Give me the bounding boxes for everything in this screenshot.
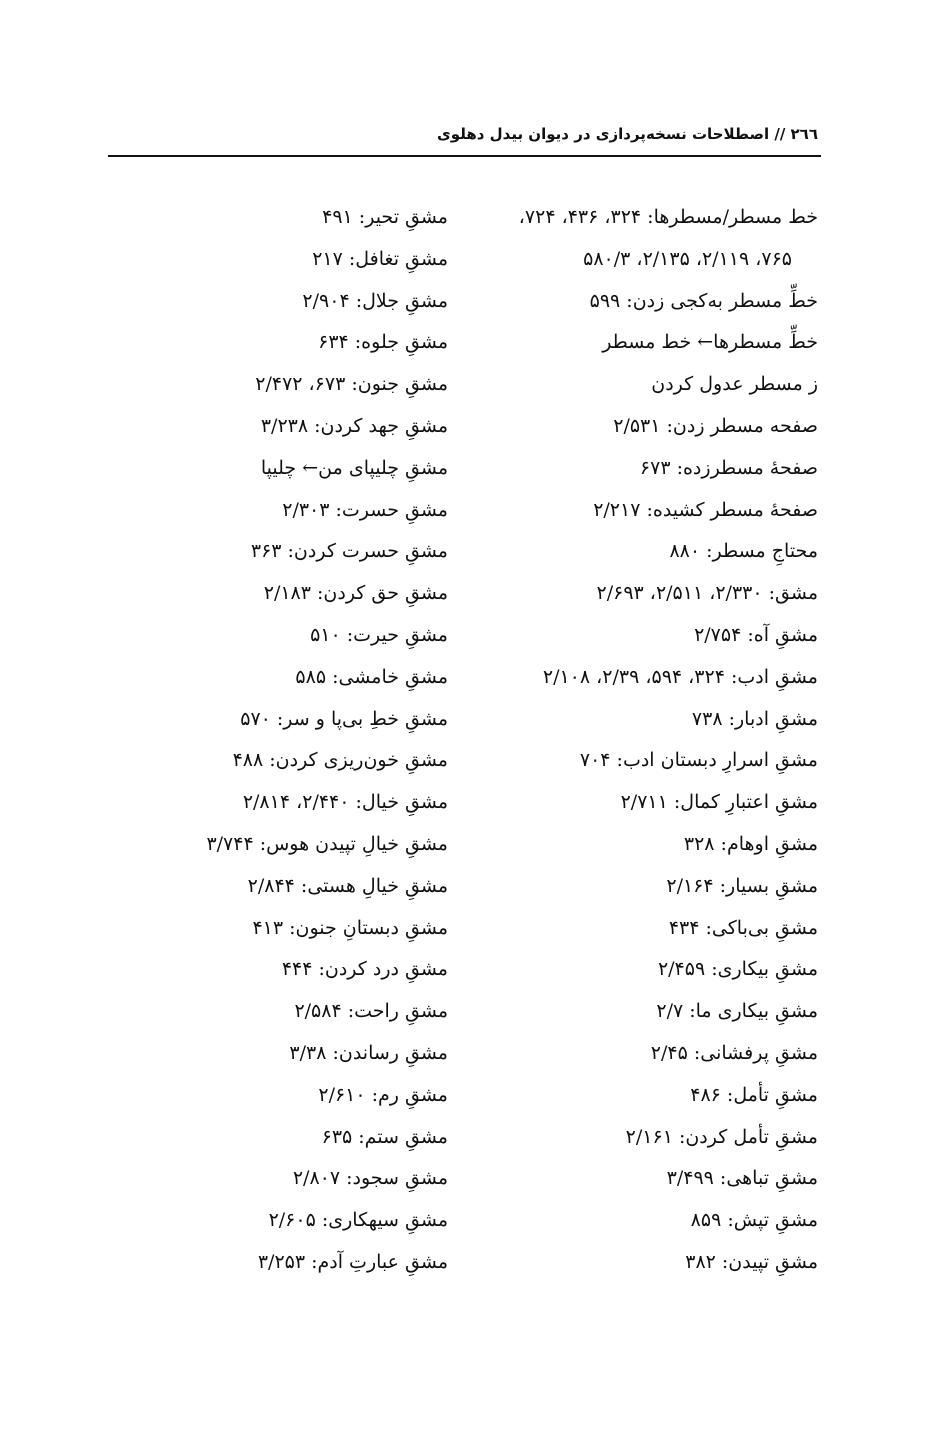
index-entry: مشقِ جلوه: ۶٣۴ — [318, 331, 448, 354]
index-entry: مشقِ چلیپای من← چلیپا — [260, 456, 448, 479]
index-entry: خط مسطر/مسطرها: ٣٢۴، ۴٣۶، ٧٢۴، — [518, 206, 818, 228]
index-entry: مشقِ عبارتِ آدم: ٣/٢۵٣ — [257, 1250, 448, 1273]
index-entry: مشقِ خامشی: ۵٨۵ — [295, 665, 448, 688]
index-entry: مشقِ جهد کردن: ٣/٢٣٨ — [260, 414, 448, 437]
index-entry: مشقِ ادب: ٣٢۴، ۵٩۴، ٢/٣٩، ٢/١٠٨ — [542, 665, 818, 688]
index-entry: مشقِ رساندن: ٣/٣٨ — [289, 1041, 448, 1064]
index-entry: ز مسطر عدول کردن — [651, 373, 818, 396]
index-entry: مشقِ خطِ بی‌پا و سر: ۵٧٠ — [240, 707, 448, 730]
index-entry: مشقِ ستم: ۶٣۵ — [321, 1125, 448, 1148]
index-entry: مشقِ درد کردن: ۴۴۴ — [281, 958, 448, 981]
index-entry: مشقِ تغافل: ٢١٧ — [312, 247, 448, 270]
index-entry: مشقِ دبستانِ جنون: ۴١٣ — [252, 916, 448, 939]
index-entry: مشقِ حیرت: ۵١٠ — [310, 623, 448, 646]
index-entry: محتاجِ مسطر: ٨٨٠ — [669, 540, 818, 563]
index-entry: مشقِ تپیدن: ٣٨٢ — [685, 1250, 818, 1273]
index-entry: صفحهٔ مسطرزده: ۶٧٣ — [639, 456, 818, 479]
index-entry: مشقِ بسیار: ٢/١۶۴ — [666, 874, 818, 897]
index-entry: مشقِ خیالِ هستی: ٢/٨۴۴ — [247, 874, 448, 897]
index-entry: خطِّ مسطرها← خط مسطر — [602, 331, 818, 354]
index-entry: مشقِ آه: ٢/٧۵۴ — [694, 623, 818, 646]
index-entry: مشقِ تأمل کردن: ٢/١۶١ — [625, 1125, 818, 1148]
header-rule — [108, 155, 821, 157]
index-column-left — [148, 197, 448, 1284]
index-entry: مشقِ ادبار: ٧٣٨ — [691, 707, 818, 730]
index-entry: مشقِ سیهکاری: ٢/۶٠۵ — [268, 1209, 448, 1232]
index-entry: مشقِ حسرت: ٢/٣٠٣ — [282, 498, 448, 521]
index-entry: مشقِ تپش: ٨۵٩ — [690, 1209, 818, 1232]
index-entry: مشقِ اسرارِ دبستان ادب: ٧٠۴ — [579, 749, 818, 772]
index-entry: مشقِ تباهی: ٣/۴٩٩ — [666, 1167, 818, 1190]
index-entry: مشقِ حسرت کردن: ٣۶٣ — [250, 540, 448, 563]
index-entry: مشقِ خیالِ تپیدن هوس: ٣/٧۴۴ — [206, 832, 448, 855]
index-entry: مشقِ جلال: ٢/٩٠۴ — [302, 289, 448, 312]
index-entry-continuation: ٧۶۵، ٢/١١٩، ٢/١٣۵، ٣/۵٨٠ — [583, 247, 792, 270]
index-entry: مشقِ راحت: ٢/۵٨۴ — [294, 1000, 448, 1023]
index-entry: مشقِ بیکاری: ٢/۴۵٩ — [657, 958, 818, 981]
index-column-right — [488, 197, 818, 1284]
index-entry: مشقِ تأمل: ۴٨۶ — [690, 1083, 818, 1106]
index-entry: مشقِ تحیر: ۴٩١ — [322, 206, 448, 228]
index-entry: مشقِ جنون: ۶٧٣، ٢/۴٧٢ — [255, 373, 448, 396]
index-entry: مشقِ خیال: ٢/۴۴٠، ٢/٨١۴ — [242, 791, 448, 814]
index-entry: مشقِ اعتبارِ کمال: ٢/٧١١ — [620, 791, 818, 814]
index-entry: خطِّ مسطر به‌کجی زدن: ۵٩٩ — [589, 289, 818, 312]
index-entry: صفحه مسطر زدن: ٢/۵٣١ — [613, 414, 818, 437]
index-entry: مشقِ پرفشانی: ٢/۴۵ — [650, 1041, 818, 1064]
index-entry: مشق: ٢/٣٣٠، ٢/۵١١، ٢/۶٩٣ — [596, 582, 818, 605]
index-entry: مشقِ خون‌ریزی کردن: ۴٨٨ — [232, 749, 448, 772]
index-entry: مشقِ سجود: ٢/٨٠٧ — [292, 1167, 448, 1190]
index-entry: صفحهٔ مسطر کشیده: ٢/٢١٧ — [593, 498, 818, 521]
index-entry: مشقِ بیکاری ما: ٢/٧ — [656, 1000, 818, 1023]
index-entry: مشقِ اوهام: ٣٢٨ — [683, 832, 818, 855]
running-header: ٢٦٦ // اصطلاحات نسخه‌پردازی در دیوان بیدل دهلوی — [437, 125, 818, 143]
index-entry: مشقِ بی‌باکی: ۴٣۴ — [668, 916, 818, 939]
index-entry: مشقِ رم: ٢/۶١٠ — [318, 1083, 448, 1106]
index-entry: مشقِ حق کردن: ٢/١٨٣ — [263, 582, 448, 605]
